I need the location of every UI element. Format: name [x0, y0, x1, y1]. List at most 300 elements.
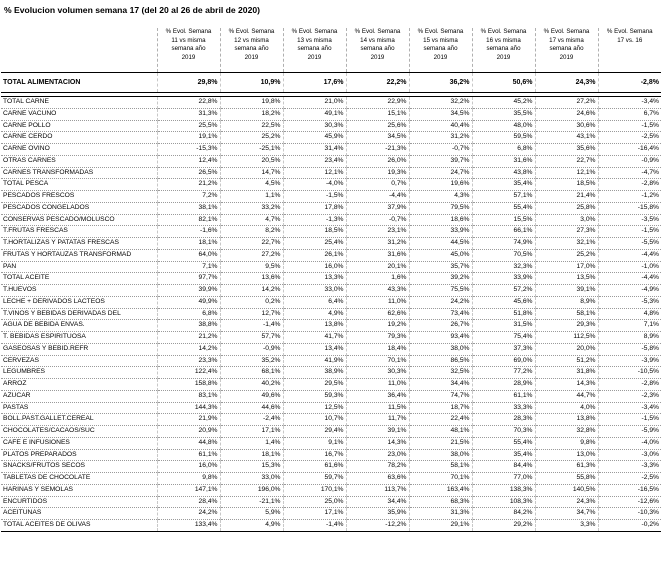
table-cell: -1,6% [157, 226, 220, 238]
table-cell: 35,4% [472, 179, 535, 191]
table-cell: 34,5% [346, 132, 409, 144]
table-row [1, 249, 661, 261]
table-row [1, 367, 661, 379]
table-cell: 39,1% [346, 426, 409, 438]
table-cell: 144,3% [157, 402, 220, 414]
table-cell: 37,3% [472, 343, 535, 355]
table-cell: 29,2% [472, 520, 535, 532]
total-row [1, 73, 661, 93]
table-cell: 17,0% [535, 261, 598, 273]
column-header [409, 28, 472, 73]
table-cell: 138,3% [472, 484, 535, 496]
table-cell: 33,9% [409, 226, 472, 238]
table-cell: 33,9% [472, 273, 535, 285]
table-cell: 34,5% [409, 108, 472, 120]
table-cell: 21,2% [157, 179, 220, 191]
table-cell: -21,1% [220, 496, 283, 508]
table-cell: 55,8% [535, 473, 598, 485]
table-cell: -4,4% [598, 249, 661, 261]
table-cell: 27,3% [535, 226, 598, 238]
table-cell: 43,8% [472, 167, 535, 179]
table-cell: 79,5% [409, 202, 472, 214]
column-header-line: 2019 [433, 53, 448, 61]
row-label: T.VINOS Y BEBIDAS DERIVADAS DEL [1, 308, 157, 320]
column-header-line: 2019 [244, 53, 259, 61]
table-cell: 29,4% [283, 426, 346, 438]
table-cell: 32,1% [535, 238, 598, 250]
table-cell: 51,2% [535, 355, 598, 367]
table-cell: 66,1% [472, 226, 535, 238]
table-cell: 28,3% [472, 414, 535, 426]
table-cell: 23,1% [346, 226, 409, 238]
table-cell: 70,3% [472, 426, 535, 438]
column-header-line: semana año [423, 45, 458, 53]
column-header-line: 17 vs. 16 [617, 36, 643, 44]
table-cell: 12,1% [535, 167, 598, 179]
row-label: T.HUEVOS [1, 285, 157, 297]
table-cell: 13,6% [220, 273, 283, 285]
table-cell: 59,3% [283, 390, 346, 402]
row-label: TOTAL ACEITE [1, 273, 157, 285]
table-cell: 5,9% [220, 508, 283, 520]
table-cell: 40,2% [220, 379, 283, 391]
table-cell: -10,3% [598, 508, 661, 520]
table-cell: 75,5% [409, 285, 472, 297]
column-header-line: 13 vs misma [297, 36, 332, 44]
table-cell: 38,8% [157, 320, 220, 332]
table-cell: 6,8% [157, 308, 220, 320]
table-cell: 20,1% [346, 261, 409, 273]
table-cell: 59,7% [283, 473, 346, 485]
table-cell: -1,4% [220, 320, 283, 332]
table-cell: 35,7% [409, 261, 472, 273]
table-cell: 31,5% [472, 320, 535, 332]
table-cell: 25,5% [157, 120, 220, 132]
table-cell: 0,7% [346, 179, 409, 191]
table-row [1, 155, 661, 167]
row-label: AZUCAR [1, 390, 157, 402]
table-cell: 18,2% [220, 108, 283, 120]
row-label: CARNES TRANSFORMADAS [1, 167, 157, 179]
table-cell: -3,5% [598, 214, 661, 226]
table-row [1, 108, 661, 120]
table-cell: 14,3% [346, 437, 409, 449]
table-cell: 35,5% [472, 108, 535, 120]
table-row [1, 191, 661, 203]
table-cell: 13,8% [283, 320, 346, 332]
column-header [535, 28, 598, 73]
table-cell: 77,0% [472, 473, 535, 485]
column-header-line: 12 vs misma [234, 36, 269, 44]
table-cell: 86,5% [409, 355, 472, 367]
column-header-line: 2019 [307, 53, 322, 61]
table-cell: -5,5% [598, 238, 661, 250]
table-cell: -3,4% [598, 97, 661, 109]
table-row [1, 473, 661, 485]
table-cell: 21,4% [535, 191, 598, 203]
table-cell: 13,3% [283, 273, 346, 285]
table-cell: -2,5% [598, 473, 661, 485]
table-cell: 31,6% [346, 249, 409, 261]
table-cell: 75,4% [472, 332, 535, 344]
table-cell: 70,5% [472, 249, 535, 261]
table-cell: 45,6% [472, 296, 535, 308]
table-cell: 6,4% [283, 296, 346, 308]
table-row [1, 461, 661, 473]
table-cell: 25,2% [220, 132, 283, 144]
column-header-line: % Evol. Semana [228, 28, 275, 35]
table-row [1, 132, 661, 144]
table-cell: 18,6% [409, 214, 472, 226]
table-cell: 35,4% [472, 449, 535, 461]
table-cell: 122,4% [157, 367, 220, 379]
table-cell: 19,1% [157, 132, 220, 144]
table-cell: -1,3% [283, 214, 346, 226]
total-cell: 22,2% [346, 73, 409, 93]
table-cell: 19,6% [409, 179, 472, 191]
table-cell: 15,3% [220, 461, 283, 473]
column-header-line: semana año [297, 45, 332, 53]
table-cell: 1,1% [220, 191, 283, 203]
row-label: GASEOSAS Y BEBID.REFR [1, 343, 157, 355]
table-cell: 4,8% [598, 308, 661, 320]
table-cell: 73,4% [409, 308, 472, 320]
row-label: CONSERVAS PESCADO/MOLUSCO [1, 214, 157, 226]
table-cell: 22,7% [535, 155, 598, 167]
table-cell: 14,2% [220, 285, 283, 297]
table-cell: 49,9% [157, 296, 220, 308]
table-row [1, 437, 661, 449]
table-cell: 140,5% [535, 484, 598, 496]
row-label: FRUTAS Y HORTAUZAS TRANSFORMAD [1, 249, 157, 261]
total-cell: 10,9% [220, 73, 283, 93]
table-cell: -3,4% [598, 402, 661, 414]
table-cell: 30,3% [283, 120, 346, 132]
row-label: TOTAL ACEITES DE OLIVAS [1, 520, 157, 532]
table-cell: 11,5% [346, 402, 409, 414]
row-label: LEGUMBRES [1, 367, 157, 379]
table-cell: 79,3% [346, 332, 409, 344]
table-cell: -10,5% [598, 367, 661, 379]
row-label: TOTAL CARNE [1, 97, 157, 109]
table-cell: 133,4% [157, 520, 220, 532]
table-cell: 7,1% [598, 320, 661, 332]
row-label: T.HORTALIZAS Y PATATAS FRESCAS [1, 238, 157, 250]
table-cell: 30,3% [346, 367, 409, 379]
table-cell: 170,1% [283, 484, 346, 496]
table-cell: 3,3% [535, 520, 598, 532]
table-cell: 4,3% [409, 191, 472, 203]
table-cell: 40,4% [409, 120, 472, 132]
table-cell: -1,5% [598, 120, 661, 132]
table-cell: 61,1% [157, 449, 220, 461]
row-label: OTRAS CARNES [1, 155, 157, 167]
table-cell: 14,3% [535, 379, 598, 391]
table-cell: 32,8% [535, 426, 598, 438]
table-cell: 68,3% [409, 496, 472, 508]
table-cell: 14,2% [157, 343, 220, 355]
column-header-line: 2019 [559, 53, 574, 61]
table-row [1, 320, 661, 332]
table-cell: 163,4% [409, 484, 472, 496]
table-cell: 4,9% [220, 520, 283, 532]
table-cell: 29,1% [409, 520, 472, 532]
table-cell: 26,7% [409, 320, 472, 332]
table-row [1, 496, 661, 508]
table-cell: 11,7% [346, 414, 409, 426]
table-cell: -2,4% [220, 414, 283, 426]
table-cell: -3,9% [598, 355, 661, 367]
row-label: PASTAS [1, 402, 157, 414]
column-header-line: % Evol. Semana [291, 28, 338, 35]
table-cell: 25,2% [535, 249, 598, 261]
table-cell: 41,7% [283, 332, 346, 344]
table-cell: 31,3% [409, 508, 472, 520]
table-cell: 24,6% [535, 108, 598, 120]
table-cell: 19,8% [220, 97, 283, 109]
table-cell: 57,1% [472, 191, 535, 203]
table-cell: 25,6% [346, 120, 409, 132]
table-cell: 83,1% [157, 390, 220, 402]
table-cell: 19,2% [346, 320, 409, 332]
table-cell: 70,1% [409, 473, 472, 485]
column-header-line: % Evol. Semana [165, 28, 212, 35]
table-cell: 24,3% [535, 496, 598, 508]
table-row [1, 261, 661, 273]
table-cell: 108,3% [472, 496, 535, 508]
table-cell: 51,8% [472, 308, 535, 320]
table-cell: 17,1% [220, 426, 283, 438]
table-cell: 23,0% [346, 449, 409, 461]
total-cell: -2,8% [598, 73, 661, 93]
table-cell: 22,5% [220, 120, 283, 132]
row-label: AGUA DE BEBIDA ENVAS. [1, 320, 157, 332]
table-cell: -2,8% [598, 379, 661, 391]
table-row [1, 390, 661, 402]
total-cell: 50,6% [472, 73, 535, 93]
row-label: T.FRUTAS FRESCAS [1, 226, 157, 238]
table-cell: 9,8% [157, 473, 220, 485]
table-cell: -5,9% [598, 426, 661, 438]
total-cell: 36,2% [409, 73, 472, 93]
total-label: TOTAL ALIMENTACION [1, 73, 157, 93]
table-cell: 61,3% [535, 461, 598, 473]
table-cell: 11,0% [346, 296, 409, 308]
table-cell: 34,4% [346, 496, 409, 508]
column-header-line: semana año [486, 45, 521, 53]
table-cell: 19,3% [346, 167, 409, 179]
table-cell: 44,6% [220, 402, 283, 414]
table-cell: 4,5% [220, 179, 283, 191]
table-cell: 28,9% [472, 379, 535, 391]
row-label: LECHE + DERIVADOS LACTEOS [1, 296, 157, 308]
table-cell: -0,7% [409, 144, 472, 156]
table-cell: 35,9% [346, 508, 409, 520]
total-cell: 29,8% [157, 73, 220, 93]
table-cell: 49,6% [220, 390, 283, 402]
column-header-line: % Evol. Semana [480, 28, 527, 35]
table-cell: 59,5% [472, 132, 535, 144]
table-cell: 6,7% [598, 108, 661, 120]
table-cell: 0,2% [220, 296, 283, 308]
table-cell: 31,4% [283, 144, 346, 156]
table-cell: 12,1% [283, 167, 346, 179]
table-cell: 17,8% [283, 202, 346, 214]
table-row [1, 238, 661, 250]
table-cell: 39,1% [535, 285, 598, 297]
table-cell: 21,2% [157, 332, 220, 344]
table-cell: 25,0% [283, 496, 346, 508]
table-cell: 41,9% [283, 355, 346, 367]
column-header [220, 28, 283, 73]
table-cell: 13,4% [283, 343, 346, 355]
row-label: CARNE CERDO [1, 132, 157, 144]
table-cell: -16,4% [598, 144, 661, 156]
table-cell: 38,9% [283, 367, 346, 379]
table-cell: 57,2% [472, 285, 535, 297]
table-cell: -15,8% [598, 202, 661, 214]
row-label: T. BEBIDAS ESPIRITUOSA [1, 332, 157, 344]
column-header-line: 11 vs misma [171, 36, 206, 44]
table-row [1, 226, 661, 238]
table-cell: 39,9% [157, 285, 220, 297]
table-cell: 9,5% [220, 261, 283, 273]
table-cell: 62,6% [346, 308, 409, 320]
table-cell: 18,5% [535, 179, 598, 191]
table-cell: 16,7% [283, 449, 346, 461]
table-cell: 11,0% [346, 379, 409, 391]
table-cell: -1,2% [598, 191, 661, 203]
table-cell: 24,7% [409, 167, 472, 179]
column-header-line: semana año [171, 45, 206, 53]
table-cell: 44,5% [409, 238, 472, 250]
column-header-line: 14 vs misma [360, 36, 395, 44]
table-cell: 31,2% [346, 238, 409, 250]
table-cell: 113,7% [346, 484, 409, 496]
table-cell: 23,3% [157, 355, 220, 367]
table-cell: 45,9% [283, 132, 346, 144]
table-row [1, 97, 661, 109]
table-header-row [1, 28, 661, 73]
table-row [1, 355, 661, 367]
table-cell: 34,4% [409, 379, 472, 391]
row-label: CAFE E INFUSIONES [1, 437, 157, 449]
column-header-line: 17 vs misma [549, 36, 584, 44]
row-label: TABLETAS DE CHOCOLATE [1, 473, 157, 485]
table-cell: 93,4% [409, 332, 472, 344]
table-row [1, 520, 661, 532]
table-row [1, 120, 661, 132]
table-cell: 32,3% [472, 261, 535, 273]
column-header-line: semana año [549, 45, 584, 53]
table-cell: 74,9% [472, 238, 535, 250]
table-cell: 16,0% [157, 461, 220, 473]
table-cell: 57,7% [220, 332, 283, 344]
table-row [1, 167, 661, 179]
table-cell: 37,9% [346, 202, 409, 214]
table-cell: 77,2% [472, 367, 535, 379]
table-cell: -0,9% [598, 155, 661, 167]
total-cell: 24,3% [535, 73, 598, 93]
table-cell: 31,3% [157, 108, 220, 120]
table-cell: 48,1% [409, 426, 472, 438]
table-cell: -4,0% [283, 179, 346, 191]
row-label: CARNE POLLO [1, 120, 157, 132]
table-cell: 18,1% [220, 449, 283, 461]
table-row [1, 308, 661, 320]
table-row [1, 449, 661, 461]
table-cell: 4,0% [535, 402, 598, 414]
table-cell: -4,9% [598, 285, 661, 297]
table-cell: 97,7% [157, 273, 220, 285]
table-cell: 20,0% [535, 343, 598, 355]
table-cell: 45,0% [409, 249, 472, 261]
table-cell: 12,7% [220, 308, 283, 320]
row-label: ENCURTIDOS [1, 496, 157, 508]
table-cell: 22,7% [220, 238, 283, 250]
table-cell: -16,5% [598, 484, 661, 496]
table-cell: -0,7% [346, 214, 409, 226]
table-cell: 158,8% [157, 379, 220, 391]
table-cell: 33,0% [283, 285, 346, 297]
total-cell: 17,6% [283, 73, 346, 93]
column-header-line: 2019 [370, 53, 385, 61]
table-cell: -3,0% [598, 449, 661, 461]
table-row [1, 332, 661, 344]
column-header-line: 2019 [496, 53, 511, 61]
table-cell: 8,9% [535, 296, 598, 308]
table-cell: -4,7% [598, 167, 661, 179]
table-row [1, 414, 661, 426]
table-cell: -25,1% [220, 144, 283, 156]
column-header [283, 28, 346, 73]
table-cell: -3,3% [598, 461, 661, 473]
table-cell: 12,4% [157, 155, 220, 167]
table-cell: 43,3% [346, 285, 409, 297]
table-cell: -5,8% [598, 343, 661, 355]
table-cell: 24,2% [409, 296, 472, 308]
column-header [346, 28, 409, 73]
table-cell: -4,4% [346, 191, 409, 203]
table-cell: 27,2% [535, 97, 598, 109]
table-cell: -12,2% [346, 520, 409, 532]
row-label: ACEITUNAS [1, 508, 157, 520]
table-cell: 38,0% [409, 449, 472, 461]
table-cell: 28,4% [157, 496, 220, 508]
table-cell: 147,1% [157, 484, 220, 496]
row-label: ARROZ [1, 379, 157, 391]
table-cell: 55,4% [472, 202, 535, 214]
table-row [1, 285, 661, 297]
table-cell: 13,0% [535, 449, 598, 461]
column-header [598, 28, 661, 73]
table-cell: 61,1% [472, 390, 535, 402]
table-cell: 26,1% [283, 249, 346, 261]
table-cell: 31,8% [535, 367, 598, 379]
row-label: CARNE OVINO [1, 144, 157, 156]
table-cell: 45,2% [472, 97, 535, 109]
row-label: PAN [1, 261, 157, 273]
table-cell: -15,3% [157, 144, 220, 156]
table-cell: -1,4% [283, 520, 346, 532]
table-cell: 27,2% [220, 249, 283, 261]
table-cell: 18,7% [409, 402, 472, 414]
table-cell: 7,1% [157, 261, 220, 273]
table-cell: 20,9% [157, 426, 220, 438]
table-cell: 15,5% [472, 214, 535, 226]
table-row [1, 484, 661, 496]
table-cell: 34,7% [535, 508, 598, 520]
